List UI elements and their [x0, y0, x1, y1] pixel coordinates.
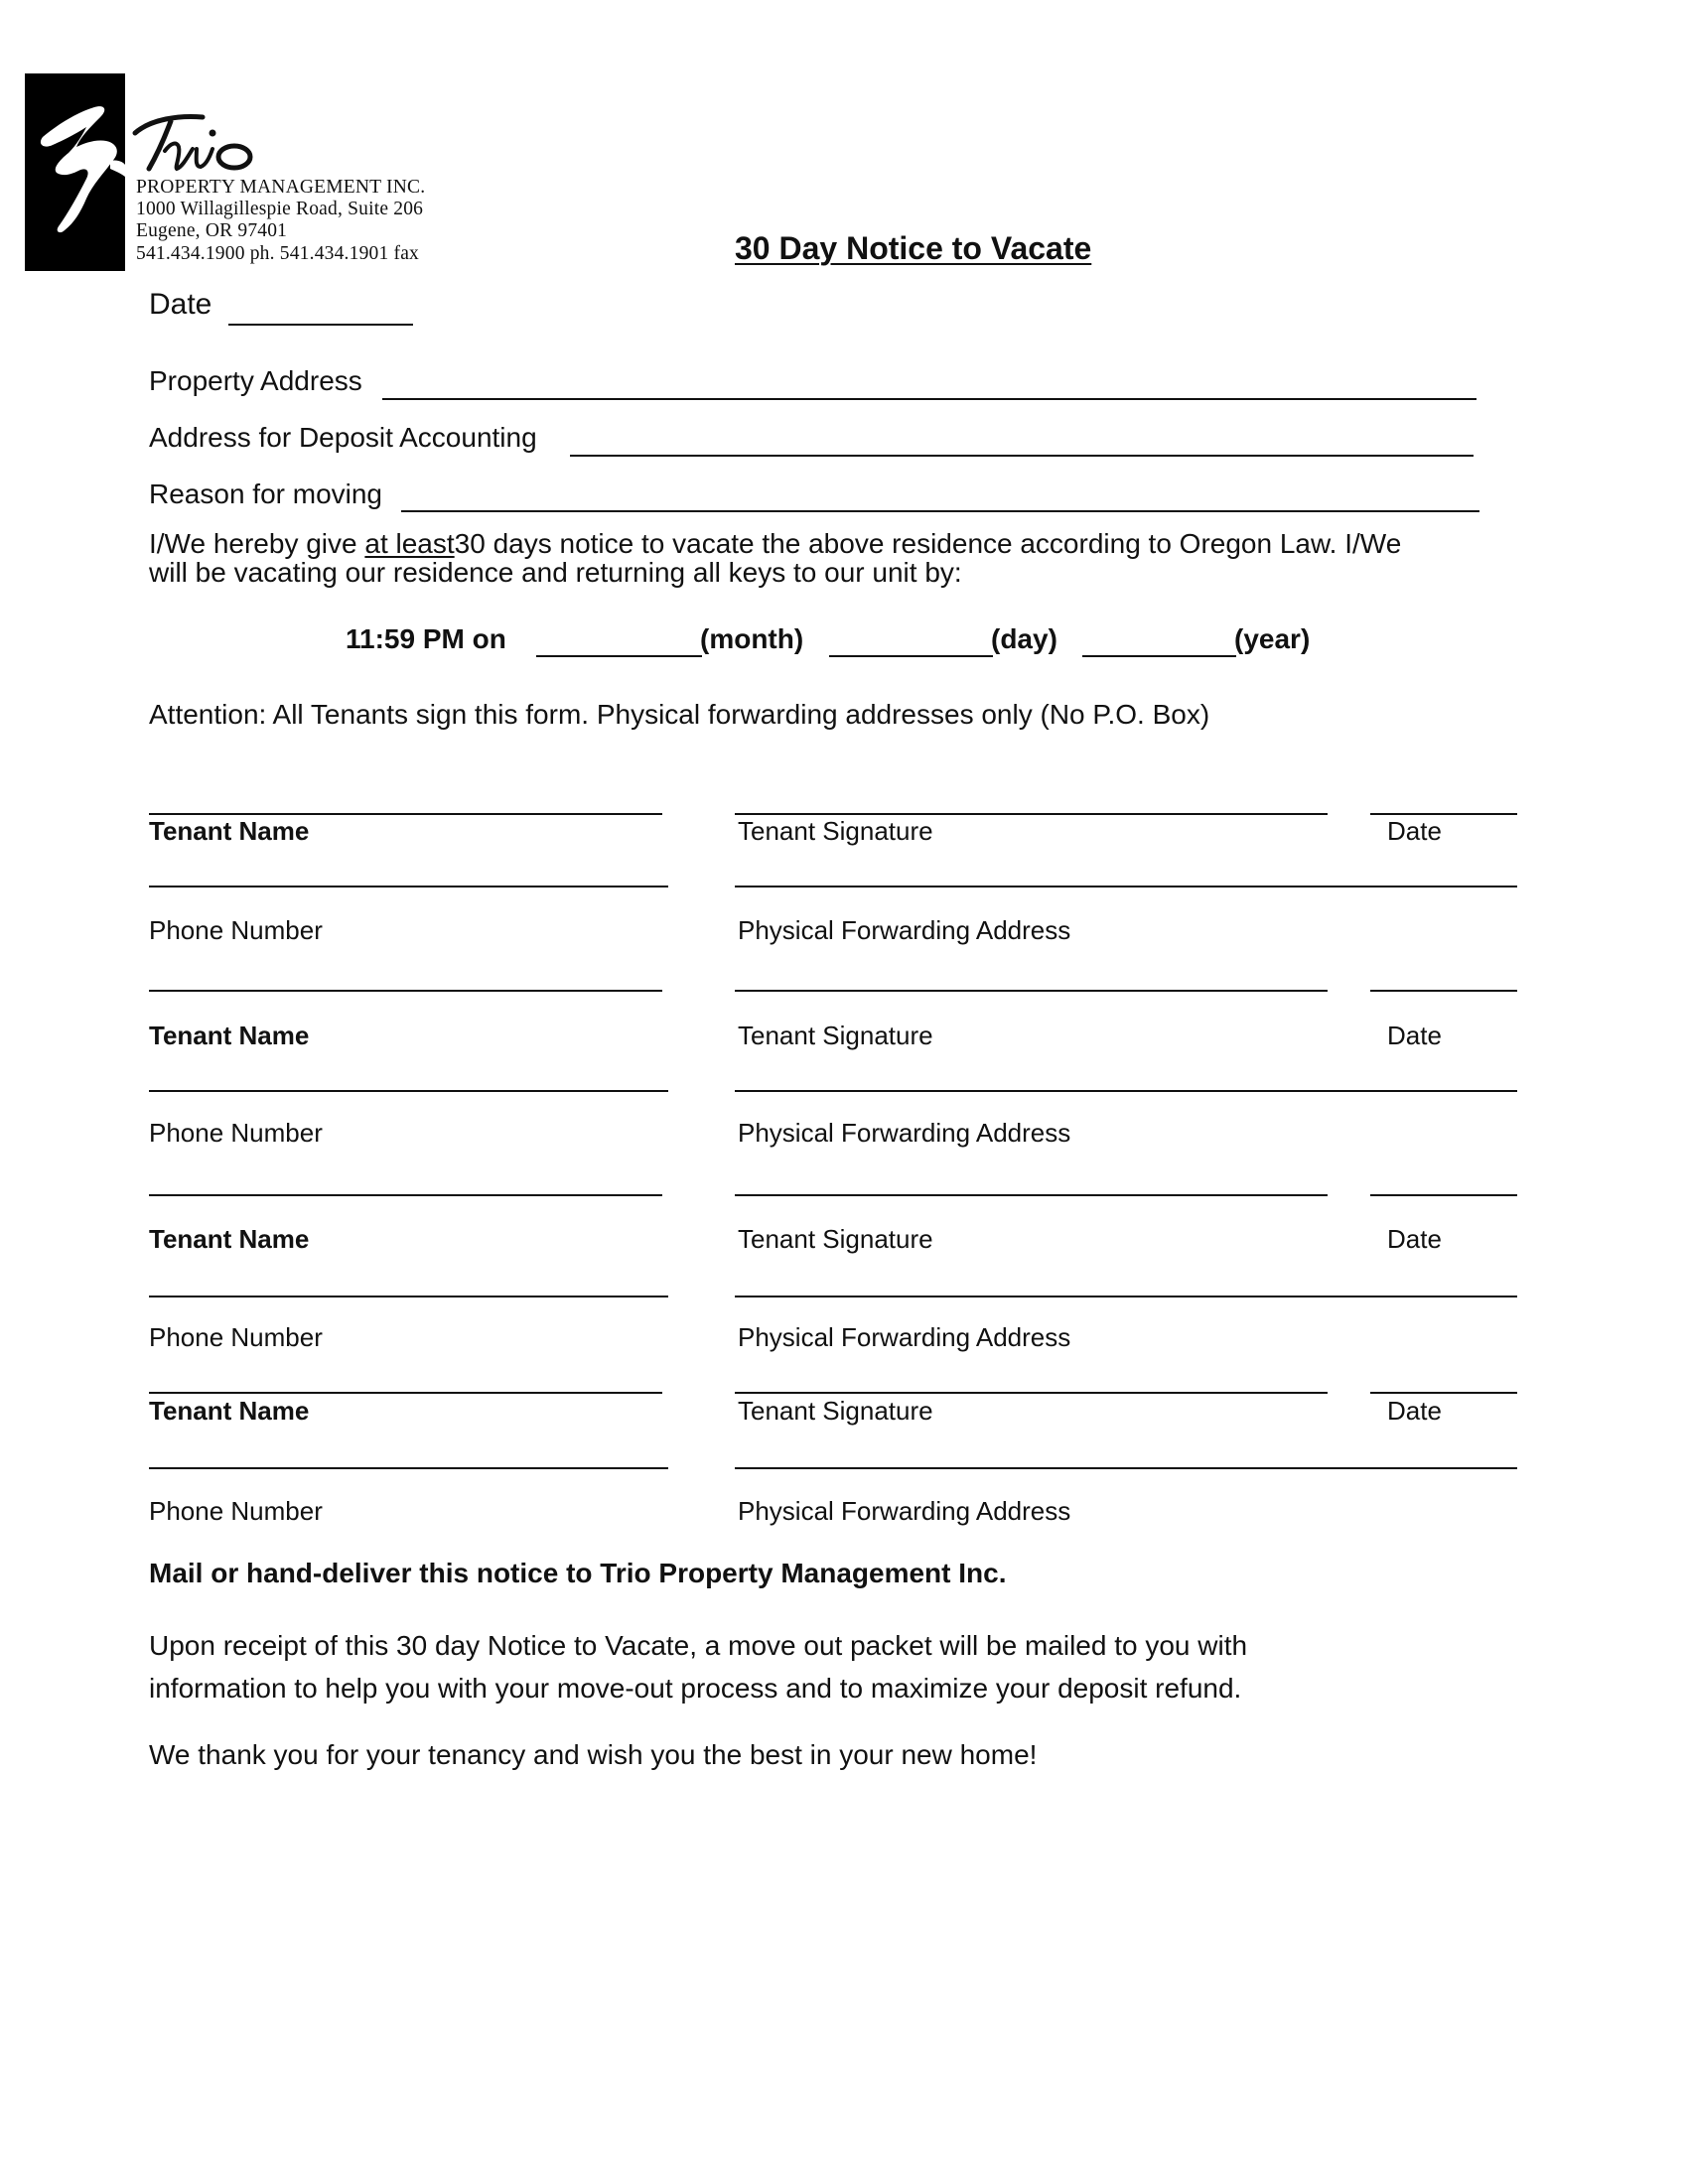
tenant-name-label: Tenant Name: [149, 816, 310, 846]
tenant-name-field-line[interactable]: [149, 1194, 662, 1196]
tenant-phone-field-line[interactable]: [149, 1296, 668, 1297]
tenant-forwarding-address-label: Physical Forwarding Address: [738, 1118, 1071, 1148]
tenant-name-field-line[interactable]: [149, 813, 662, 815]
deadline-time-prefix: 11:59 PM on: [346, 623, 506, 654]
thank-you-note: We thank you for your tenancy and wish you the best in your new home!: [149, 1739, 1038, 1770]
tenant-signature-field-line[interactable]: [735, 990, 1328, 992]
tenant-forwarding-address-field-line[interactable]: [735, 1090, 1517, 1092]
tenant-name-label: Tenant Name: [149, 1396, 310, 1426]
notice-at-least-emphasis: at least: [364, 528, 455, 559]
tenant-date-label: Date: [1387, 1396, 1442, 1426]
tenant-phone-label: Phone Number: [149, 1496, 323, 1526]
tenant-phone-field-line[interactable]: [149, 886, 668, 887]
trio-brushstroke-logo-icon: [25, 73, 125, 271]
trio-script-wordmark: [131, 111, 290, 186]
deposit-address-field-line[interactable]: [570, 455, 1474, 457]
tenant-signature-field-line[interactable]: [735, 1194, 1328, 1196]
deadline-year-label: (year): [1234, 623, 1311, 654]
tenant-date-label: Date: [1387, 816, 1442, 846]
tenant-phone-label: Phone Number: [149, 1118, 323, 1148]
tenant-forwarding-address-field-line[interactable]: [735, 1296, 1517, 1297]
tenant-date-label: Date: [1387, 1021, 1442, 1050]
deadline-day-field-line[interactable]: [829, 655, 993, 657]
property-address-field-line[interactable]: [382, 398, 1477, 400]
tenant-signature-field-line[interactable]: [735, 813, 1328, 815]
tenant-name-field-line[interactable]: [149, 1392, 662, 1394]
reason-for-moving-field-line[interactable]: [401, 510, 1479, 512]
tenant-signature-label: Tenant Signature: [738, 1396, 933, 1426]
tenant-forwarding-address-label: Physical Forwarding Address: [738, 1496, 1071, 1526]
tenant-phone-field-line[interactable]: [149, 1090, 668, 1092]
tenant-signature-label: Tenant Signature: [738, 1224, 933, 1254]
tenant-forwarding-address-field-line[interactable]: [735, 1467, 1517, 1469]
tenant-signature-label: Tenant Signature: [738, 816, 933, 846]
date-field-line[interactable]: [228, 324, 413, 326]
tenant-name-label: Tenant Name: [149, 1021, 310, 1050]
deadline-month-label: (month): [700, 623, 804, 654]
receipt-info-line1: Upon receipt of this 30 day Notice to Vacate, a move out packet will be mailed to you with: [149, 1630, 1248, 1661]
tenant-name-label: Tenant Name: [149, 1224, 310, 1254]
page-title: 30 Day Notice to Vacate: [735, 230, 1092, 266]
deadline-month-field-line[interactable]: [536, 655, 702, 657]
tenant-phone-label: Phone Number: [149, 1322, 323, 1352]
mail-instruction: Mail or hand-deliver this notice to Trio Property Management Inc.: [149, 1558, 1007, 1588]
notice-paragraph-line1: [149, 529, 1401, 558]
tenant-date-label: Date: [1387, 1224, 1442, 1254]
tenant-name-field-line[interactable]: [149, 990, 662, 992]
company-name: PROPERTY MANAGEMENT INC.: [136, 177, 426, 198]
tenant-date-field-line[interactable]: [1370, 813, 1517, 815]
tenant-forwarding-address-label: Physical Forwarding Address: [738, 915, 1071, 945]
company-logo-block: [25, 73, 125, 271]
date-label: Date: [149, 288, 212, 321]
deadline-day-label: (day): [991, 623, 1057, 654]
tenant-date-field-line[interactable]: [1370, 990, 1517, 992]
tenant-signature-label: Tenant Signature: [738, 1021, 933, 1050]
tenant-forwarding-address-field-line[interactable]: [735, 886, 1517, 887]
trio-script-icon: [131, 111, 290, 181]
deadline-year-field-line[interactable]: [1082, 655, 1236, 657]
tenant-date-field-line[interactable]: [1370, 1392, 1517, 1394]
reason-for-moving-label: Reason for moving: [149, 478, 383, 509]
deposit-address-label: Address for Deposit Accounting: [149, 422, 537, 453]
company-street-address: 1000 Willagillespie Road, Suite 206: [136, 199, 424, 219]
tenant-date-field-line[interactable]: [1370, 1194, 1517, 1196]
receipt-info-line2: information to help you with your move-out process and to maximize your deposit refund.: [149, 1673, 1242, 1704]
notice-paragraph-line2: will be vacating our residence and returning all keys to our unit by:: [149, 557, 962, 588]
tenant-signature-field-line[interactable]: [735, 1392, 1328, 1394]
notice-text-part1: I/We hereby give: [149, 528, 365, 559]
tenant-phone-field-line[interactable]: [149, 1467, 668, 1469]
tenant-phone-label: Phone Number: [149, 915, 323, 945]
attention-note: Attention: All Tenants sign this form. Physical forwarding addresses only (No P.O. Box): [149, 699, 1210, 730]
company-phone-fax: 541.434.1900 ph. 541.434.1901 fax: [136, 243, 419, 264]
company-city-state-zip: Eugene, OR 97401: [136, 220, 288, 241]
notice-text-part2: 30 days notice to vacate the above residence according to Oregon Law. I/We: [454, 528, 1402, 559]
property-address-label: Property Address: [149, 365, 362, 396]
tenant-forwarding-address-label: Physical Forwarding Address: [738, 1322, 1071, 1352]
